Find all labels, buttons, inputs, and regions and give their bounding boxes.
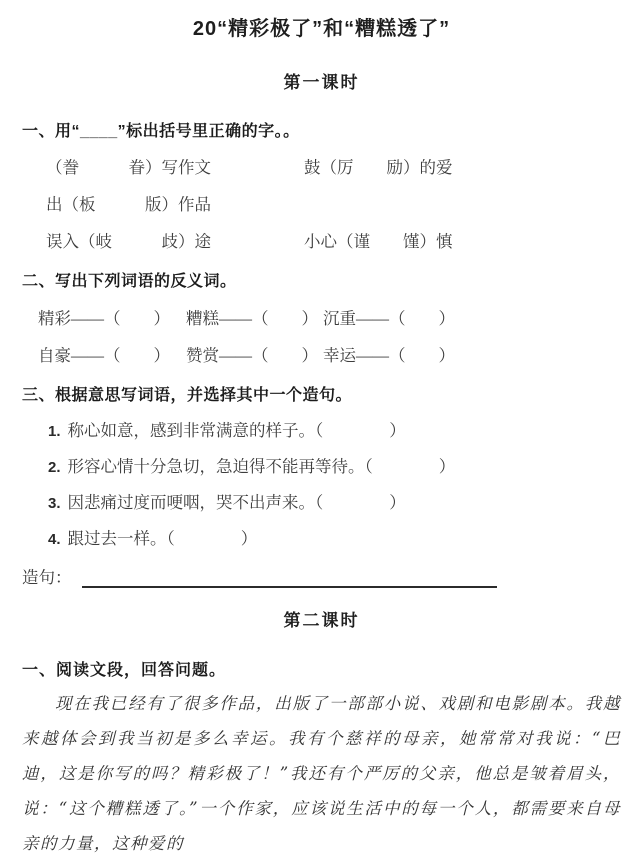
antonym-cell: 幸运——（ ）: [323, 346, 455, 365]
item-number: 3.: [48, 495, 61, 512]
item-text: 形容心情十分急切，急迫得不能再等待。（ ）: [67, 457, 456, 476]
sentence-blank-line: [82, 569, 497, 588]
antonym-cell: 糟糕——（ ）: [186, 309, 318, 328]
section3-heading: 三、根据意思写词语，并选择其中一个造句。: [22, 387, 353, 404]
section1-row: [22, 154, 621, 178]
exercise-pair: （誊 眷）写作文: [46, 158, 211, 177]
sentence-making-row: [22, 564, 621, 588]
section4-heading: 一、阅读文段，回答问题。: [22, 662, 227, 679]
antonym-cell: 沉重——（ ）: [323, 309, 455, 328]
antonym-cell: 精彩——（ ）: [38, 309, 170, 328]
session-1-title: 第一课时: [283, 73, 360, 92]
reading-passage: 现在我已经有了很多作品，出版了一部部小说、戏剧和电影剧本。我越来越体会到我当初是多么幸运。我有个慈祥的母亲，她常常对我说：“巴迪，这是你写的吗？精彩极了！”我还有个严厉的父亲，他总是皱着眉头，说：“这个糟糕透了。”一个作家，应该说生活中的每一个人，都需要来自母亲的力量，这种爱的: [22, 694, 621, 853]
item-text: 称心如意，感到非常满意的样子。（ ）: [67, 421, 406, 440]
meaning-item: [22, 489, 621, 513]
antonym-cell: 自豪——（ ）: [38, 346, 170, 365]
section1-heading: 一、用“____”标出括号里正确的字。。: [22, 123, 300, 140]
item-number: 2.: [48, 459, 61, 476]
session-2-title: 第二课时: [283, 611, 360, 630]
exercise-pair: 鼓（厉 励）的爱: [304, 158, 453, 177]
exercise-pair: 小心（谨 馑）慎: [304, 232, 453, 251]
exercise-pair: 出（板 版）作品: [46, 195, 211, 214]
item-text: 因悲痛过度而哽咽，哭不出声来。（ ）: [67, 493, 406, 512]
meaning-item: [22, 525, 621, 549]
sentence-making-label: 造句：: [22, 568, 72, 587]
section1-row: [22, 228, 621, 252]
item-text: 跟过去一样。（ ）: [67, 529, 258, 548]
exercise-pair: 误入（岐 歧）途: [46, 232, 211, 251]
meaning-item: [22, 417, 621, 441]
section2-heading: 二、写出下列词语的反义词。: [22, 273, 237, 290]
item-number: 1.: [48, 423, 61, 440]
exercise-pair: [304, 191, 621, 215]
page-title: 20“精彩极了”和“糟糕透了”: [192, 18, 451, 40]
meaning-item: [22, 453, 621, 477]
antonym-cell: 赞赏——（ ）: [186, 346, 318, 365]
item-number: 4.: [48, 531, 61, 548]
antonym-grid: [22, 305, 621, 366]
section1-row: [22, 191, 621, 215]
